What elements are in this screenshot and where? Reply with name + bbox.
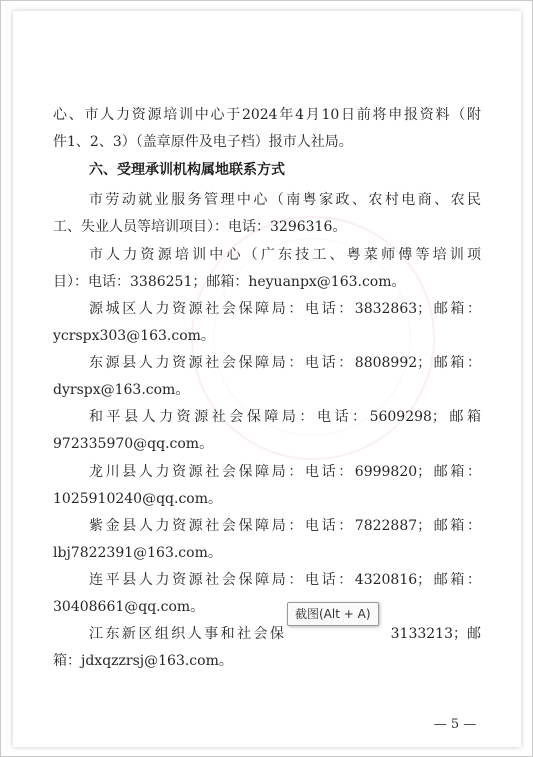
contact-email: ycrspx303@163.com。 [53,328,215,344]
paragraph-line: 目）：电话：3386251；邮箱：heyuanpx@163.com。 [53,274,406,290]
paragraph-line: 市劳动就业服务管理中心（南粤家政、农村电商、农民 [89,192,481,208]
contact-line: 龙川县人力资源社会保障局：电话：6999820；邮箱： [89,464,481,480]
contact-line-start: 江东新区组织人事和社会保 [89,626,284,642]
contact-line-end: 3133213；邮 [390,626,481,642]
page-number: — 5 — [433,717,477,732]
document-page [13,11,521,747]
contact-line: 源城区人力资源社会保障局：电话：3832863；邮箱： [89,301,481,317]
contact-line: 和平县人力资源社会保障局：电话：5609298；邮箱 [89,409,481,425]
paragraph-line: 工、失业人员等培训项目）：电话：3296316。 [53,219,347,235]
contact-line: 紫金县人力资源社会保障局：电话：7822887；邮箱： [89,518,481,534]
contact-line: 连平县人力资源社会保障局：电话：4320816；邮箱： [89,572,481,588]
contact-email: 30408661@qq.com。 [53,599,205,615]
section-heading: 六、受理承训机构属地联系方式 [89,162,285,178]
contact-email: 1025910240@qq.com。 [53,491,222,507]
contact-email: lbj7822391@163.com。 [53,545,222,561]
contact-email: dyrspx@163.com。 [53,382,190,398]
contact-line: 东源县人力资源社会保障局：电话：8808992；邮箱： [89,355,481,371]
contact-email: 箱：jdxqzzrsj@163.com。 [53,653,233,669]
contact-email: 972335970@qq.com。 [53,436,214,452]
paragraph-line: 件1、2、3）（盖章原件及电子档）报市人社局。 [53,134,353,150]
paragraph-line: 市人力资源培训中心（广东技工、粤菜师傅等培训项 [89,247,481,263]
paragraph-line: 心、市人力资源培训中心于2024年4月10日前将申报资料（附 [53,107,481,123]
screenshot-tooltip: 截图(Alt + A) [287,602,379,626]
